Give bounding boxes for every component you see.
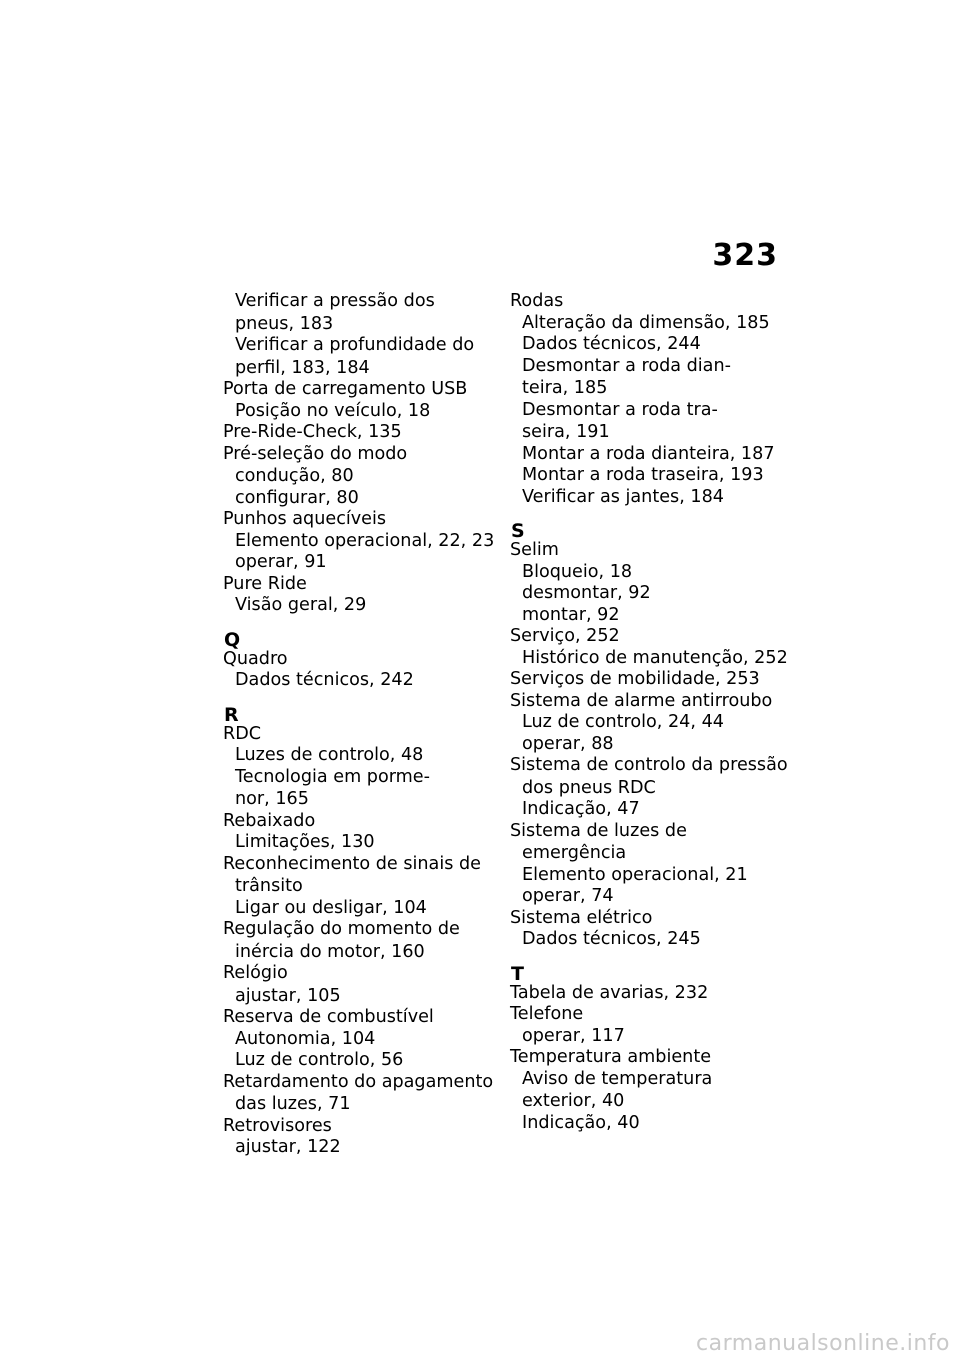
index-subentry: operar, 117 [522, 1025, 625, 1046]
index-subentry: Limitações, 130 [235, 832, 375, 852]
index-subentry: operar, 74 [522, 886, 614, 906]
index-subentry: Ligar ou desligar, 104 [235, 897, 427, 918]
index-entry: Serviço, 252 [510, 626, 620, 646]
index-subentry: Dados técnicos, 245 [522, 929, 701, 949]
index-subentry: Indicação, 40 [522, 1112, 640, 1133]
index-subentry: seira, 191 [522, 422, 610, 442]
index-subentry: dos pneus RDC [522, 777, 656, 798]
index-subentry: teira, 185 [522, 378, 608, 398]
index-entry: Retardamento do apagamento [223, 1071, 494, 1092]
index-entry: Sistema de luzes de [510, 820, 687, 841]
index-entry: Serviços de mobilidade, 253 [510, 669, 760, 689]
index-subentry: Luz de controlo, 24, 44 [522, 712, 724, 732]
index-entry: Rebaixado [223, 810, 316, 831]
index-subentry: trânsito [235, 876, 303, 896]
index-subentry: Autonomia, 104 [235, 1028, 376, 1049]
index-entry: Porta de carregamento USB [223, 379, 468, 399]
index-entry: Tabela de avarias, 232 [510, 982, 709, 1003]
index-entry: Quadro [223, 648, 288, 669]
index-entry: Telefone [510, 1004, 584, 1024]
index-subentry: Desmontar a roda tra- [522, 399, 718, 420]
index-subentry: Verificar a profundidade do [235, 335, 475, 355]
index-subentry: Bloqueio, 18 [522, 561, 633, 582]
index-subentry: ajustar, 122 [235, 1137, 341, 1157]
index-letter-heading: S [511, 520, 525, 542]
index-entry: Pre-Ride-Check, 135 [223, 422, 402, 442]
index-subentry: Verificar a pressão dos [235, 291, 435, 311]
index-subentry: Dados técnicos, 244 [522, 334, 701, 354]
index-subentry: Elemento operacional, 22, 23 [235, 530, 495, 551]
index-entry: Selim [510, 540, 559, 560]
index-letter-heading: Q [224, 628, 241, 651]
index-entry: Reconhecimento de sinais de [223, 853, 481, 874]
index-subentry: Indicação, 47 [522, 799, 640, 819]
watermark-text: carmanualsonline.info [696, 1331, 950, 1356]
index-column-left [223, 291, 498, 1159]
index-subentry: Posição no veículo, 18 [235, 400, 431, 421]
index-subentry: montar, 92 [522, 604, 620, 625]
index-subentry: Visão geral, 29 [235, 595, 367, 615]
index-subentry: Verificar as jantes, 184 [522, 486, 724, 507]
index-entry: Rodas [510, 291, 564, 311]
index-letter-heading: R [224, 703, 239, 726]
index-letter-heading: T [511, 962, 524, 985]
index-subentry: Alteração da dimensão, 185 [522, 312, 770, 333]
index-subentry: exterior, 40 [522, 1091, 625, 1111]
index-subentry: emergência [522, 843, 627, 863]
index-column-right [510, 291, 788, 1134]
index-subentry: pneus, 183 [235, 313, 334, 334]
page-number: 323 [712, 238, 778, 273]
index-entry: Pure Ride [223, 573, 307, 594]
index-subentry: inércia do motor, 160 [235, 941, 425, 962]
index-subentry: Montar a roda dianteira, 187 [522, 443, 775, 464]
index-entry: Punhos aquecíveis [223, 509, 387, 529]
index-subentry: Elemento operacional, 21 [522, 864, 748, 885]
index-subentry: ajustar, 105 [235, 985, 341, 1006]
index-subentry: operar, 88 [522, 733, 614, 754]
index-entry: Reserva de combustível [223, 1007, 434, 1027]
index-subentry: Luz de controlo, 56 [235, 1050, 404, 1070]
index-subentry: Tecnologia em porme- [235, 766, 430, 787]
index-subentry: Desmontar a roda dian- [522, 355, 731, 376]
index-subentry: Luzes de controlo, 48 [235, 745, 424, 765]
index-entry: Temperatura ambiente [510, 1047, 712, 1067]
index-subentry: Dados técnicos, 242 [235, 670, 414, 690]
index-entry: Pré-seleção do modo [223, 443, 408, 464]
index-subentry: condução, 80 [235, 466, 354, 486]
index-entry: Sistema elétrico [510, 907, 653, 928]
index-subentry: desmontar, 92 [522, 583, 651, 603]
index-subentry: das luzes, 71 [235, 1094, 351, 1114]
index-entry: Retrovisores [223, 1115, 332, 1136]
index-entry: Relógio [223, 963, 288, 983]
index-subentry: Aviso de temperatura [522, 1068, 713, 1089]
index-subentry: nor, 165 [235, 789, 309, 809]
index-subentry: Histórico de manutenção, 252 [522, 647, 788, 668]
index-subentry: configurar, 80 [235, 487, 359, 508]
index-subentry: Montar a roda traseira, 193 [522, 465, 764, 485]
index-entry: Sistema de alarme antirroubo [510, 690, 773, 711]
index-entry: Sistema de controlo da pressão [510, 755, 788, 775]
index-entry: Regulação do momento de [223, 919, 460, 939]
index-entry: RDC [223, 723, 262, 744]
index-subentry: operar, 91 [235, 552, 327, 572]
index-subentry: perfil, 183, 184 [235, 357, 370, 378]
